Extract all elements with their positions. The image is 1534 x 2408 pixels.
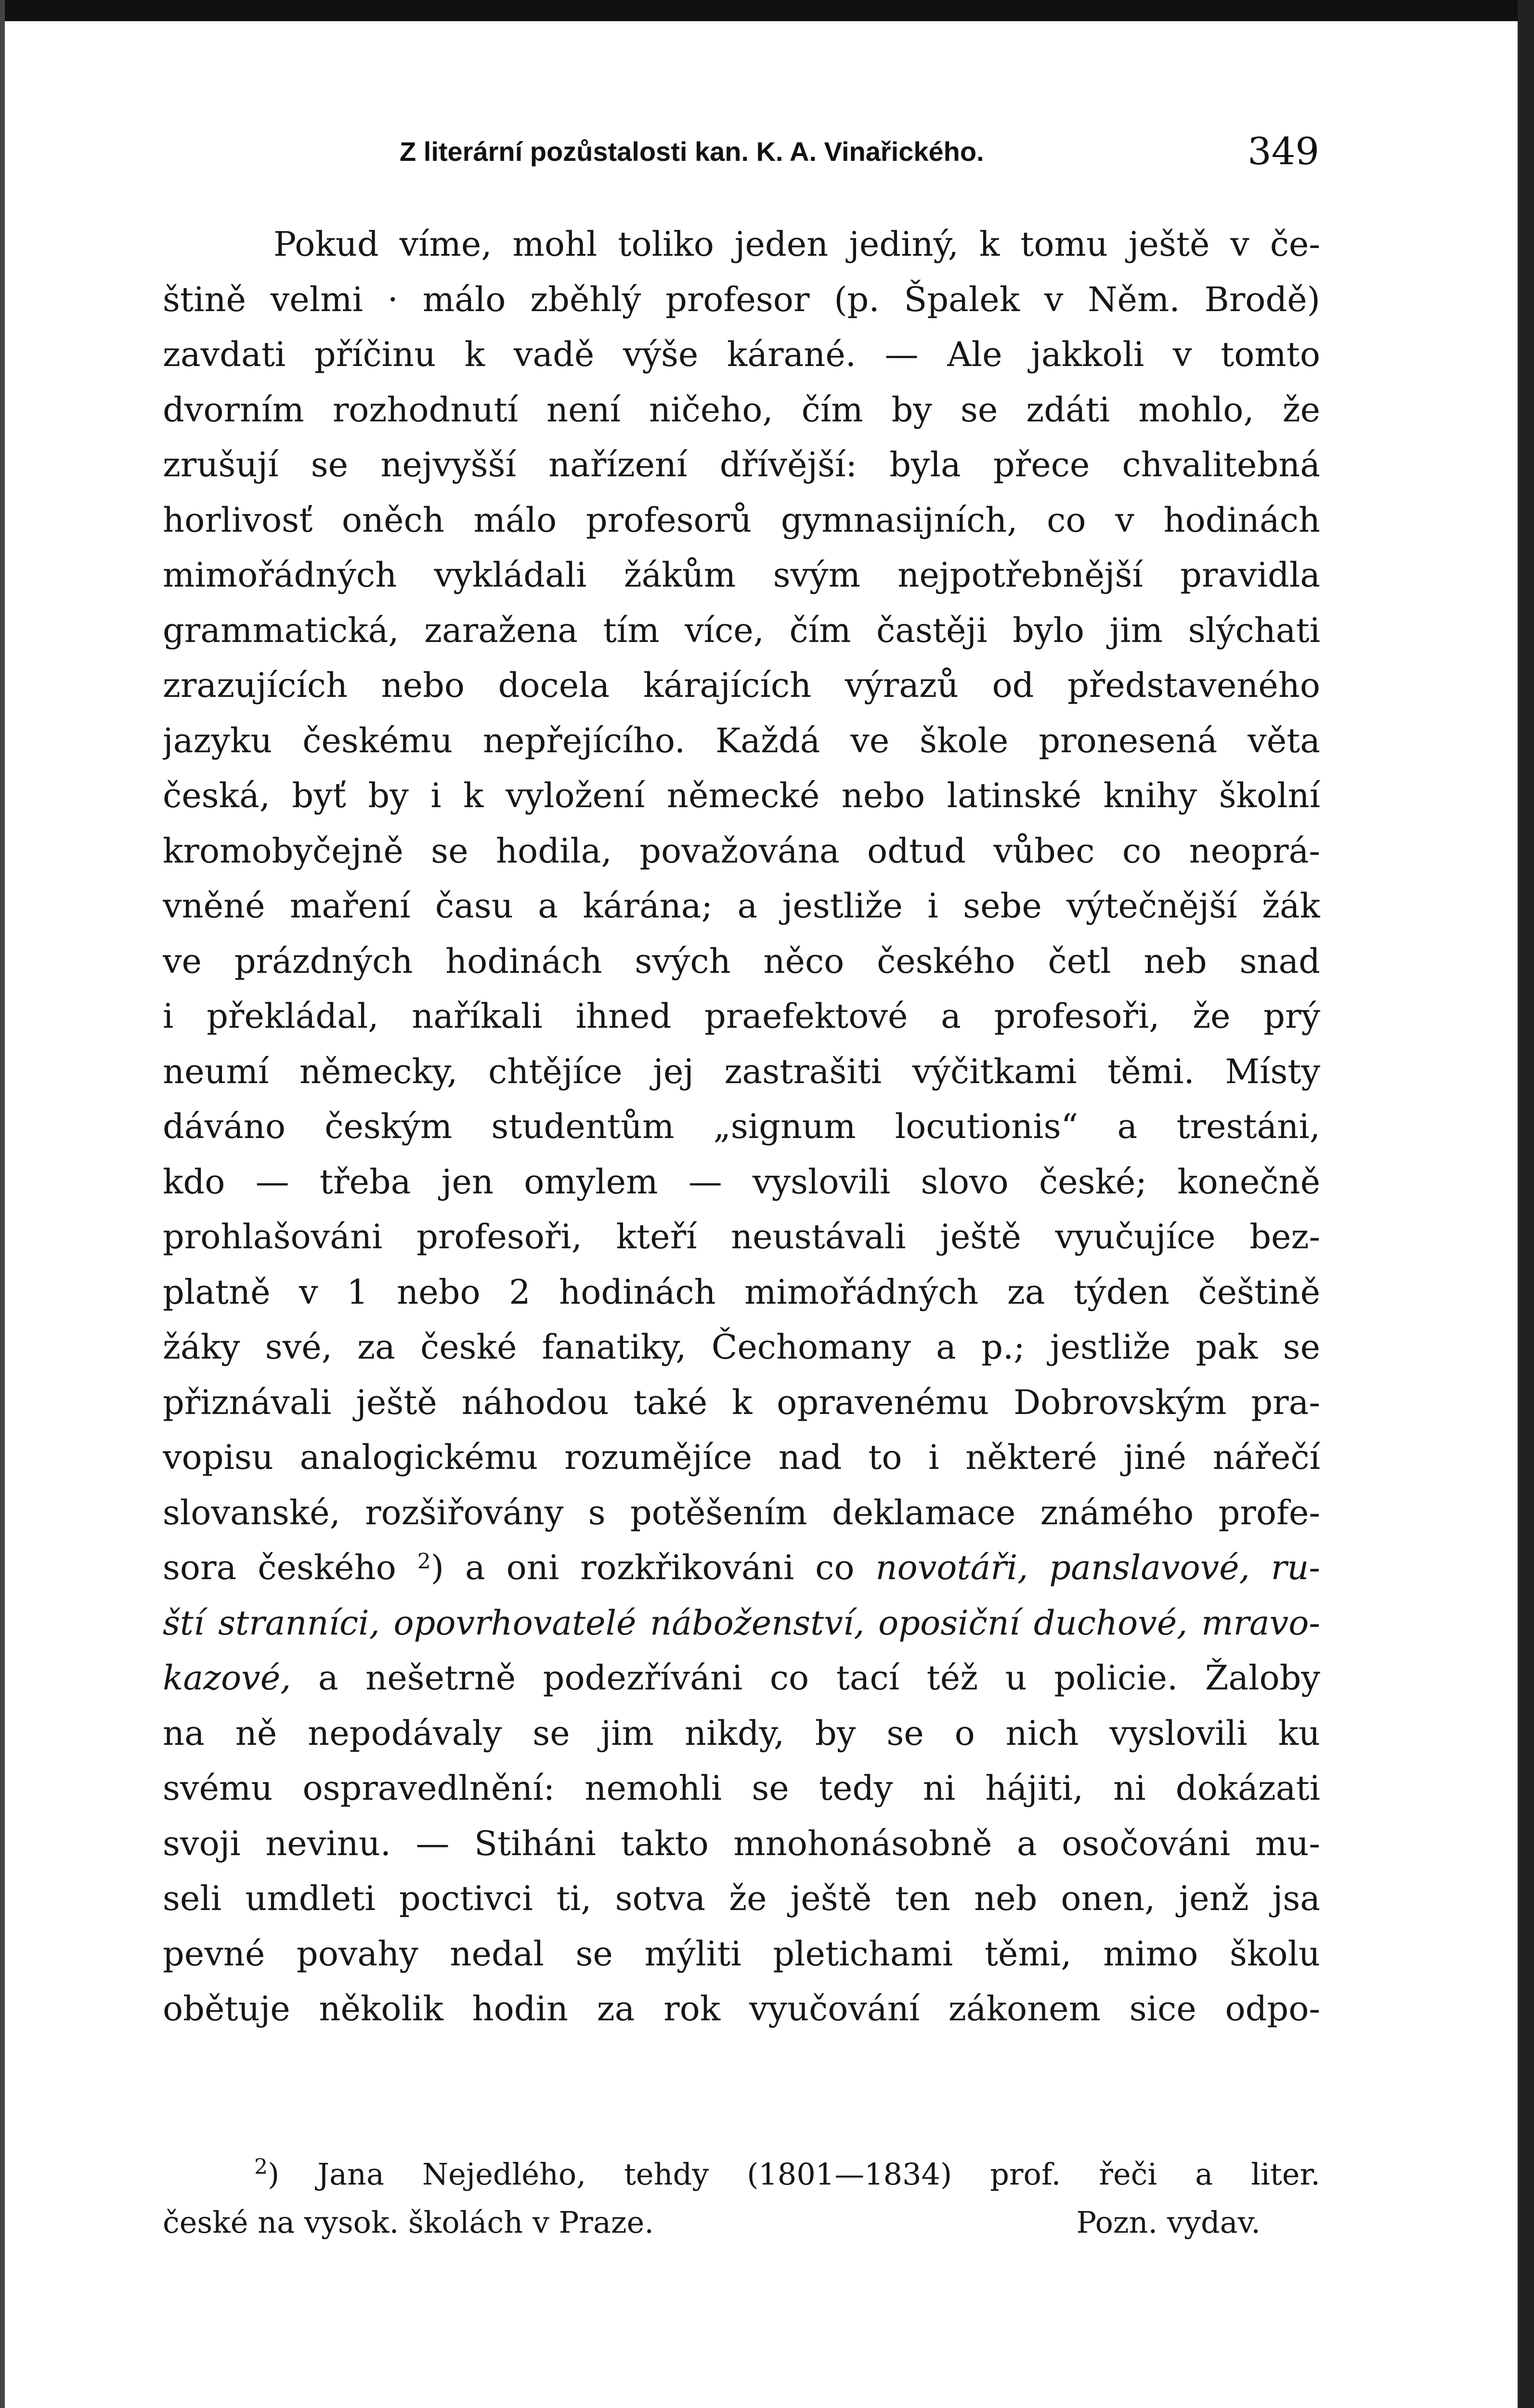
text-line: Pokud víme, mohl toliko jeden jediný, k tomu ještě v če- xyxy=(273,224,1320,264)
text-line: žáky své, za české fanatiky, Čechomany a p.; jestliže pak se xyxy=(163,1327,1320,1367)
text-line: zrušují se nejvyšší nařízení dřívější: byla přece chvalitebná xyxy=(163,445,1320,484)
scan-edge-top xyxy=(0,0,1534,21)
footnote-line xyxy=(163,2150,1320,2199)
running-head: Z literární pozůstalosti kan. K. A. Vinařického. xyxy=(400,136,984,167)
text-line: zrazujících nebo docela kárajících výrazů od představeného xyxy=(163,666,1320,705)
italic-text-line: ští stranníci, opovrhovatelé náboženství, oposiční duchové, mravo- xyxy=(163,1603,1320,1643)
text-line xyxy=(163,1650,1320,1706)
text-line: svoji nevinu. — Stiháni takto mnohonásobně a osočováni mu- xyxy=(163,1823,1320,1863)
text-line: dáváno českým studentům „signum locutionis“ a trestáni, xyxy=(163,1107,1320,1146)
text-line: svému ospravedlnění: nemohli se tedy ni hájiti, ni dokázati xyxy=(163,1768,1320,1808)
text-line: česká, byť by i k vyložení německé nebo latinské knihy školní xyxy=(163,776,1320,815)
text-line: přiznávali ještě náhodou také k opravenému Dobrovským pra- xyxy=(163,1382,1320,1422)
text-line: zavdati příčinu k vadě výše kárané. — Ale jakkoli v tomto xyxy=(163,335,1320,374)
text-segment: ) a oni rozkřikováni co xyxy=(430,1548,855,1587)
footnote-mark: 2 xyxy=(254,2155,268,2179)
page-number: 349 xyxy=(1248,130,1319,173)
text-line: kromobyčejně se hodila, považována odtud vůbec co neoprá- xyxy=(163,831,1320,871)
text-line: jazyku českému nepřejícího. Každá ve škole pronesená věta xyxy=(163,720,1320,760)
text-line: obětuje několik hodin za rok vyučování zákonem sice odpo- xyxy=(163,1989,1320,2028)
page-header xyxy=(164,130,1319,183)
text-line: platně v 1 nebo 2 hodinách mimořádných za týden češtině xyxy=(163,1272,1320,1312)
text-line: neumí německy, chtějíce jej zastrašiti výčitkami těmi. Místy xyxy=(163,1051,1320,1091)
text-line: vopisu analogickému rozumějíce nad to i některé jiné nářečí xyxy=(163,1438,1320,1477)
text-line: na ně nepodávaly se jim nikdy, by se o nich vyslovili ku xyxy=(163,1713,1320,1753)
text-line: pevné povahy nedal se mýliti pletichami těmi, mimo školu xyxy=(163,1934,1320,1974)
text-line: vněné maření času a kárána; a jestliže i sebe výtečnější žák xyxy=(163,886,1320,926)
footnote-reference: 2 xyxy=(417,1549,431,1574)
text-line: ve prázdných hodinách svých něco českého četl neb snad xyxy=(163,941,1320,981)
text-line: dvorním rozhodnutí není ničeho, čím by se zdáti mohlo, že xyxy=(163,390,1320,430)
italic-text: kazové, xyxy=(163,1658,291,1698)
text-line: kdo — třeba jen omylem — vyslovili slovo české; konečně xyxy=(163,1162,1320,1202)
italic-text: novotáři, panslavové, ru- xyxy=(875,1548,1320,1587)
body-text xyxy=(163,217,1320,2037)
text-line: horlivosť oněch málo profesorů gymnasijních, co v hodinách xyxy=(163,500,1320,540)
text-line: seli umdleti poctivci ti, sotva že ještě ten neb onen, jenž jsa xyxy=(163,1879,1320,1918)
scan-edge-left xyxy=(0,0,5,2408)
text-line: prohlašováni profesoři, kteří neustávali ještě vyučujíce bez- xyxy=(163,1217,1320,1256)
scan-edge-right xyxy=(1518,0,1534,2408)
footnote-line xyxy=(163,2199,1261,2247)
editor-note: Pozn. vydav. xyxy=(1076,2205,1261,2240)
text-line: štině velmi · málo zběhlý profesor (p. Špalek v Něm. Brodě) xyxy=(163,279,1320,319)
text-segment: sora českého xyxy=(163,1548,396,1587)
text-segment: a nešetrně podezříváni co tací též u policie. Žaloby xyxy=(318,1658,1320,1698)
footnote-text: české na vysok. školách v Praze. xyxy=(163,2205,654,2240)
text-line: i překládal, naříkali ihned praefektové a profesoři, že prý xyxy=(163,996,1320,1036)
text-line: mimořádných vykládali žákům svým nejpotřebnější pravidla xyxy=(163,555,1320,595)
text-line: slovanské, rozšiřovány s potěšením deklamace známého profe- xyxy=(163,1492,1320,1532)
text-line xyxy=(163,1540,1320,1596)
text-line: grammatická, zaražena tím více, čím častěji bylo jim slýchati xyxy=(163,610,1320,650)
footnote-text: ) Jana Nejedlého, tehdy (1801—1834) prof. řeči a liter. xyxy=(268,2157,1320,2192)
footnote xyxy=(163,2150,1320,2247)
